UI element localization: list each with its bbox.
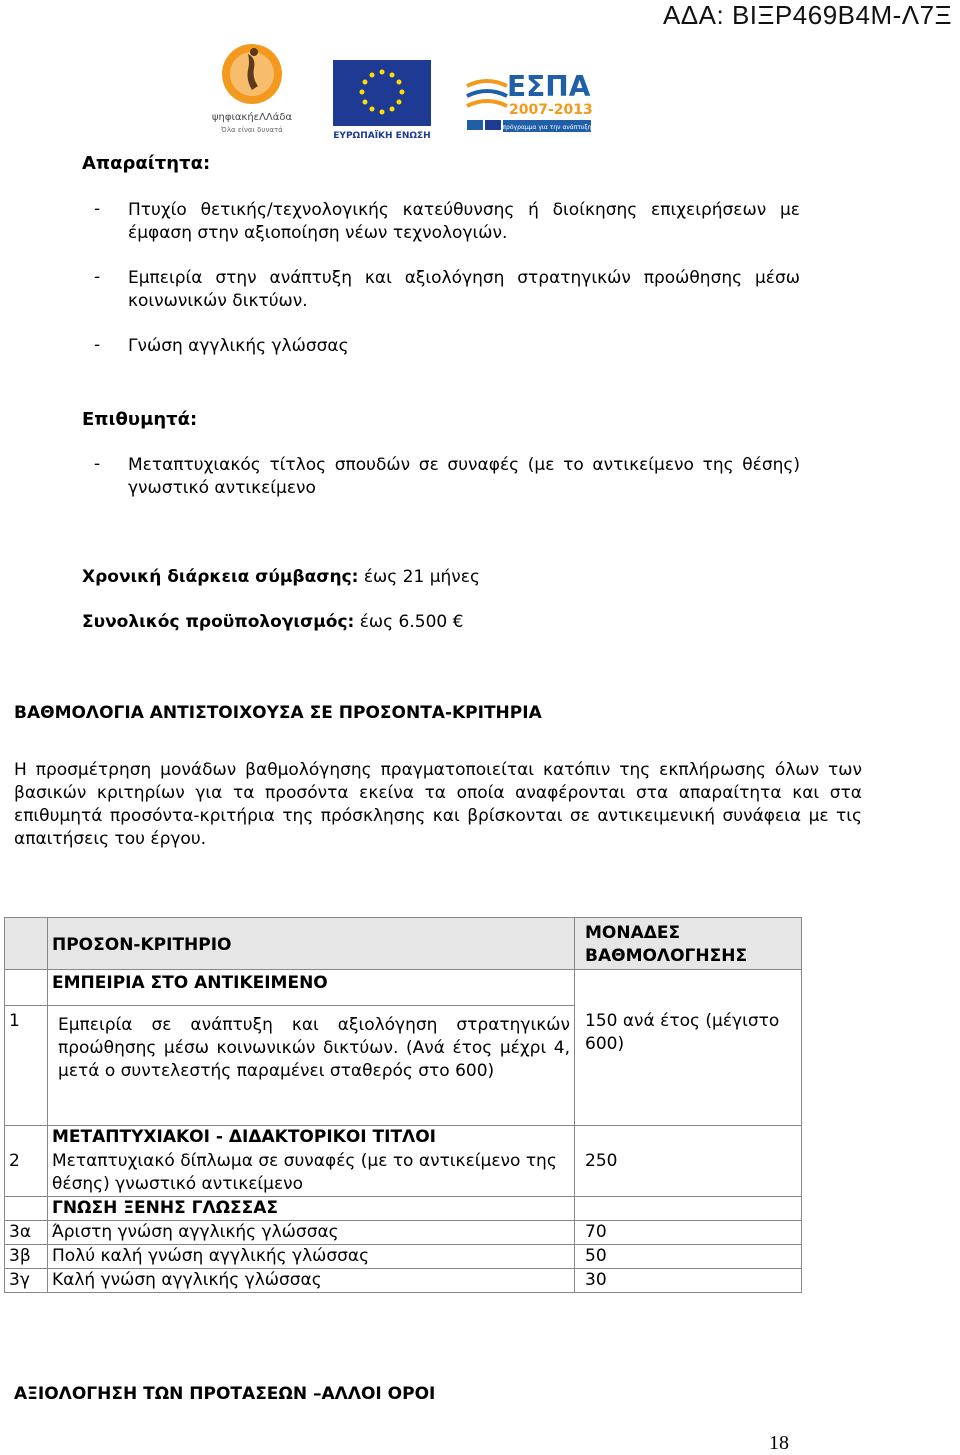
row-number: 3γ bbox=[5, 1268, 48, 1292]
duration-line bbox=[82, 567, 480, 587]
row-number: 3α bbox=[5, 1220, 48, 1244]
row-criterion: Καλή γνώση αγγλικής γλώσσας bbox=[48, 1268, 575, 1292]
row-units: 30 bbox=[575, 1268, 802, 1292]
duration-value: έως 21 μήνες bbox=[358, 567, 480, 587]
desired-item-1: Μεταπτυχιακός τίτλος σπουδών σε συναφές (με το αντικείμενο της θέσης) γνωστικό αντικείμενο bbox=[128, 455, 800, 498]
svg-text:ψηφιακήεΛΛάδα: ψηφιακήεΛΛάδα bbox=[211, 112, 293, 123]
svg-text:2007-2013: 2007-2013 bbox=[509, 102, 593, 118]
section-experience: ΕΜΠΕΙΡΙΑ ΣΤΟ ΑΝΤΙΚΕΙΜΕΝΟ bbox=[48, 970, 575, 1006]
table-row bbox=[5, 1244, 802, 1268]
psifiaki-ellada-logo bbox=[204, 40, 300, 146]
section-language: ΓΝΩΣΗ ΞΕΝΗΣ ΓΛΩΣΣΑΣ bbox=[48, 1196, 575, 1220]
budget-label: Συνολικός προϋπολογισμός: bbox=[82, 612, 355, 632]
row-number: 2 bbox=[5, 1150, 48, 1197]
page-number: 18 bbox=[769, 1432, 789, 1454]
svg-text:πρόγραμμα για την ανάπτυξη: πρόγραμμα για την ανάπτυξη bbox=[502, 124, 592, 131]
svg-text:Όλα είναι δυνατά: Όλα είναι δυνατά bbox=[221, 126, 283, 134]
table-row bbox=[5, 1268, 802, 1292]
espa-logo bbox=[463, 66, 593, 138]
ada-code: ΑΔΑ: ΒΙΞΡ469Β4Μ-Λ7Ξ bbox=[662, 0, 952, 30]
bullet-dash: - bbox=[94, 335, 101, 355]
svg-text:ΕΥΡΩΠΑΪΚΗ ΕΝΩΣΗ: ΕΥΡΩΠΑΪΚΗ ΕΝΩΣΗ bbox=[333, 131, 431, 141]
eu-flag-logo bbox=[331, 58, 435, 148]
required-item-3: Γνώση αγγλικής γλώσσας bbox=[128, 336, 349, 356]
required-item-1: Πτυχίο θετικής/τεχνολογικής κατεύθυνσης ή διοίκησης επιχειρήσεων με έμφαση στην αξιοποίηση νέων τεχνολογιών. bbox=[128, 200, 800, 243]
col-header-criterion: ΠΡΟΣΟΝ-ΚΡΙΤΗΡΙΟ bbox=[48, 918, 575, 970]
row-units: 250 bbox=[575, 1150, 802, 1197]
table-row bbox=[5, 1220, 802, 1244]
row-criterion: Άριστη γνώση αγγλικής γλώσσας bbox=[48, 1220, 575, 1244]
row-units: 70 bbox=[575, 1220, 802, 1244]
col-header-units: ΜΟΝΑΔΕΣ ΒΑΘΜΟΛΟΓΗΣΗΣ bbox=[575, 918, 802, 970]
duration-label: Χρονική διάρκεια σύμβασης: bbox=[82, 567, 359, 587]
scoring-text: Η προσμέτρηση μονάδων βαθμολόγησης πραγματοποιείται κατόπιν της εκπλήρωσης όλων των βασικών κριτηρίων για τα προσόντα εκείνα τα οποία αναφέρονται στα απαραίτητα και στα επιθυμητά προσόντα-κριτήρια της πρόσκλησης και βρίσκονται σε αντικειμενική συνάφεια με τις απαιτήσεις του έργου. bbox=[14, 760, 862, 849]
table-cell-empty bbox=[575, 1126, 802, 1150]
table-cell-empty bbox=[5, 970, 48, 1006]
required-heading: Απαραίτητα: bbox=[82, 153, 211, 174]
bullet-dash: - bbox=[94, 454, 101, 474]
table-corner-cell bbox=[5, 918, 48, 970]
desired-heading: Επιθυμητά: bbox=[82, 409, 198, 430]
row-number: 1 bbox=[5, 1006, 48, 1126]
bullet-dash: - bbox=[94, 199, 101, 219]
table-cell-empty bbox=[575, 970, 802, 1006]
table-row bbox=[5, 1006, 802, 1126]
budget-line bbox=[82, 612, 463, 632]
scoring-heading: ΒΑΘΜΟΛΟΓΙΑ ΑΝΤΙΣΤΟΙΧΟΥΣΑ ΣΕ ΠΡΟΣΟΝΤΑ-ΚΡΙΤΗΡΙΑ bbox=[14, 703, 542, 723]
budget-value: έως 6.500 € bbox=[354, 612, 464, 632]
row-number: 3β bbox=[5, 1244, 48, 1268]
table-cell-empty bbox=[5, 1196, 48, 1220]
section-postgrad: ΜΕΤΑΠΤΥΧΙΑΚΟΙ - ΔΙΔΑΚΤΟΡΙΚΟΙ ΤΙΤΛΟΙ bbox=[48, 1126, 575, 1150]
bullet-dash: - bbox=[94, 267, 101, 287]
row-units: 50 bbox=[575, 1244, 802, 1268]
row-units: 150 ανά έτος (μέγιστο 600) bbox=[575, 1006, 802, 1126]
row-criterion: Εμπειρία σε ανάπτυξη και αξιολόγηση στρατηγικών προώθησης μέσω κοινωνικών δικτύων. (Ανά έτος μέχρι 4, μετά ο συντελεστής παραμένει σταθερός στο 600) bbox=[48, 1006, 575, 1126]
svg-text:ΕΣΠΑ: ΕΣΠΑ bbox=[507, 70, 591, 103]
row-criterion: Πολύ καλή γνώση αγγλικής γλώσσας bbox=[48, 1244, 575, 1268]
evaluation-heading: ΑΞΙΟΛΟΓΗΣΗ ΤΩΝ ΠΡΟΤΑΣΕΩΝ –ΑΛΛΟΙ ΟΡΟΙ bbox=[14, 1384, 436, 1404]
row-criterion: Μεταπτυχιακό δίπλωμα σε συναφές (με το αντικείμενο της θέσης) γνωστικό αντικείμενο bbox=[48, 1150, 575, 1197]
criteria-table bbox=[4, 917, 802, 1293]
required-item-2: Εμπειρία στην ανάπτυξη και αξιολόγηση στρατηγικών προώθησης μέσω κοινωνικών δικτύων. bbox=[128, 268, 800, 311]
table-row bbox=[5, 1150, 802, 1197]
table-cell-empty bbox=[575, 1196, 802, 1220]
table-cell-empty bbox=[5, 1126, 48, 1150]
